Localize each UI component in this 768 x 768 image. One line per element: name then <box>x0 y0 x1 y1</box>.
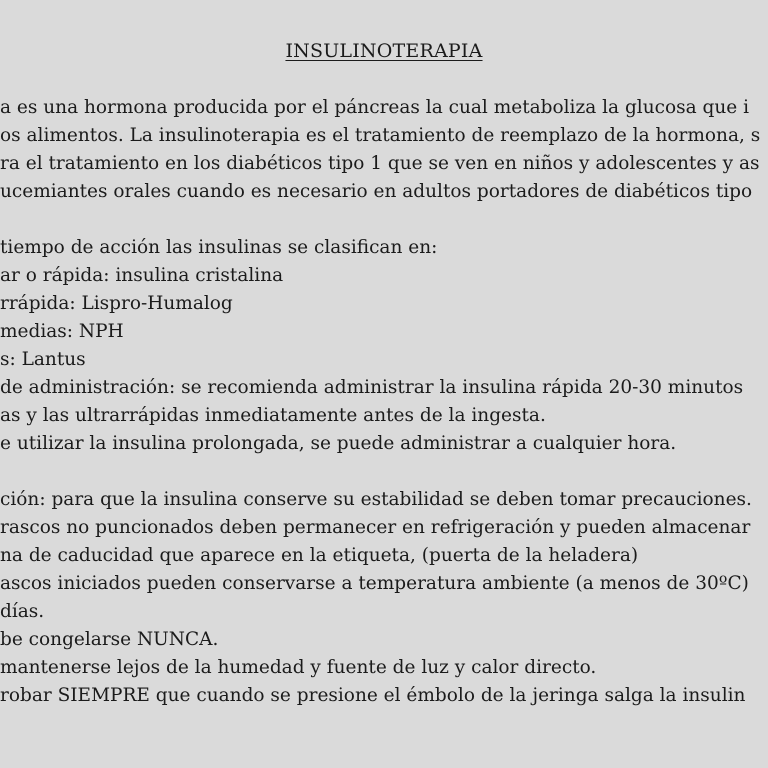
text-line: días. <box>0 601 45 622</box>
text-line: na de caducidad que aparece en la etiqueta, (puerta de la heladera) <box>0 545 639 566</box>
text-line: tiempo de acción las insulinas se clasifican en: <box>0 237 438 258</box>
text-line: ción: para que la insulina conserve su estabilidad se deben tomar precauciones. <box>0 489 752 510</box>
text-line: ucemiantes orales cuando es necesario en adultos portadores de diabéticos tipo <box>0 181 753 202</box>
text-line: de administración: se recomienda administrar la insulina rápida 20-30 minutos <box>0 377 744 398</box>
text-line: rascos no puncionados deben permanecer en refrigeración y pueden almacenar <box>0 517 751 538</box>
text-line: e utilizar la insulina prolongada, se puede administrar a cualquier hora. <box>0 433 677 454</box>
text-line: os alimentos. La insulinoterapia es el tratamiento de reemplazo de la hormona, s <box>0 125 761 146</box>
text-line: ascos iniciados pueden conservarse a temperatura ambiente (a menos de 30ºC) <box>0 573 749 594</box>
text-line: mantenerse lejos de la humedad y fuente de luz y calor directo. <box>0 657 597 678</box>
text-line: s: Lantus <box>0 349 86 370</box>
text-line: as y las ultrarrápidas inmediatamente antes de la ingesta. <box>0 405 546 426</box>
document-title: INSULINOTERAPIA <box>285 40 483 62</box>
text-line: rrápida: Lispro-Humalog <box>0 293 233 314</box>
text-line: ar o rápida: insulina cristalina <box>0 265 284 286</box>
text-line: a es una hormona producida por el páncreas la cual metaboliza la glucosa que i <box>0 97 750 118</box>
text-line: robar SIEMPRE que cuando se presione el émbolo de la jeringa salga la insulin <box>0 685 746 706</box>
text-line: ra el tratamiento en los diabéticos tipo 1 que se ven en niños y adolescentes y as <box>0 153 760 174</box>
text-line: be congelarse NUNCA. <box>0 629 219 650</box>
text-line: medias: NPH <box>0 321 124 342</box>
